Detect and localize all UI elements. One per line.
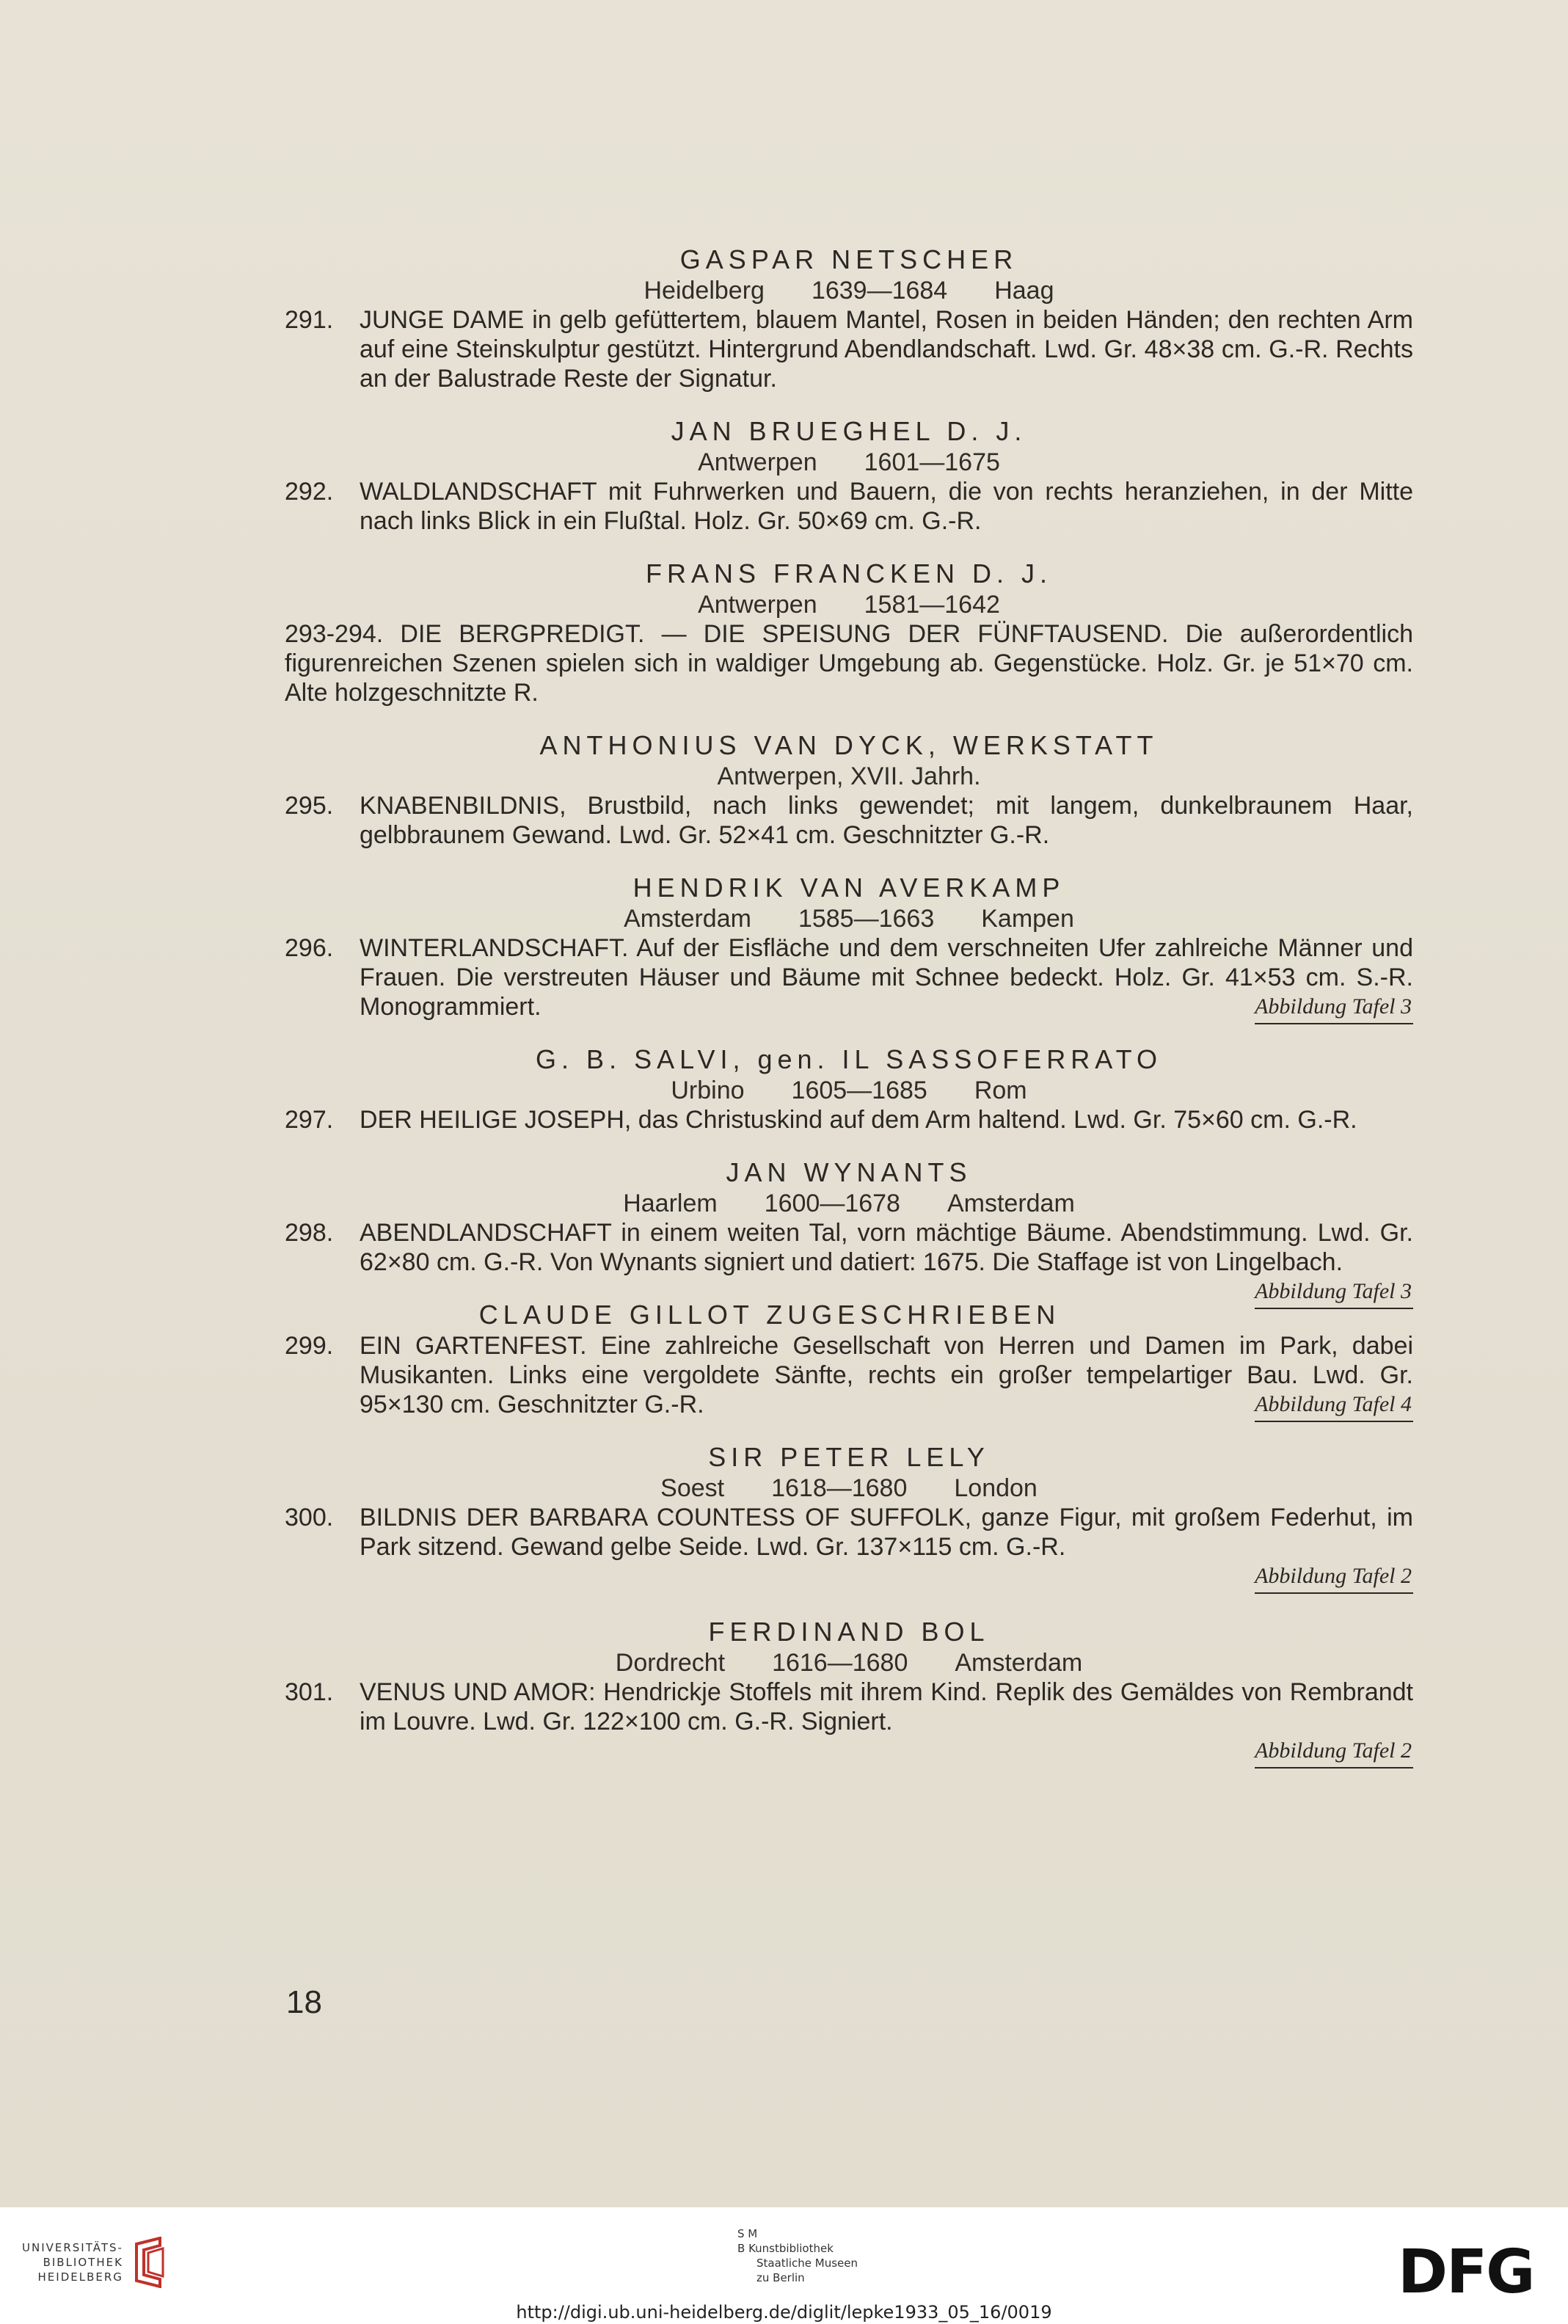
artist-origin — [285, 1474, 1413, 1503]
item-text: DER HEILIGE JOSEPH, das Christuskind auf dem Arm haltend. Lwd. Gr. 75×60 cm. G.-R. — [360, 1106, 1357, 1134]
catalogue-entry — [285, 1616, 1413, 1769]
origin-place: London — [954, 1474, 1038, 1502]
item-text: EIN GARTENFEST. Eine zahlreiche Gesellschaft von Herren und Damen im Park, dabei Musikanten. Links eine vergoldete Sänfte, rechts ein großer tempelartiger Bau. Lwd. Gr. 95×130 cm. Geschnitzter G.-R. — [360, 1332, 1413, 1418]
artist-name: ANTHONIUS VAN DYCK, WERKSTATT — [539, 730, 1159, 760]
item-number: 296. — [285, 934, 334, 962]
item-text: KNABENBILDNIS, Brustbild, nach links gewendet; mit langem, dunkelbraunem Haar, gelbbraunem Gewand. Lwd. Gr. 52×41 cm. Geschnitzter G.-R. — [360, 792, 1413, 849]
item-description — [285, 1331, 1413, 1419]
origin-place: Urbino — [671, 1077, 745, 1104]
artist-name: HENDRIK VAN AVERKAMP — [632, 873, 1065, 903]
artist-origin — [285, 448, 1413, 477]
artist-origin — [285, 1648, 1413, 1678]
artist-name: JAN BRUEGHEL D. J. — [671, 416, 1027, 446]
origin-years: 1639—1684 — [811, 277, 948, 305]
page-number: 18 — [286, 1984, 322, 2020]
artist-name: SIR PETER LELY — [708, 1442, 990, 1472]
item-text: DIE BERGPREDIGT. — DIE SPEISUNG DER FÜNFTAUSEND. Die außerordentlich figurenreichen Szenen spielen sich in waldiger Umgebung ab. Gegenstücke. Holz. Gr. je 51×70 cm. Alte holzgeschnitzte R. — [285, 620, 1413, 707]
origin-years: 1585—1663 — [798, 905, 935, 933]
origin-place: Haag — [994, 277, 1054, 305]
origin-place: Soest — [660, 1474, 725, 1502]
item-number: 292. — [285, 478, 334, 506]
origin-place: Haarlem — [623, 1190, 718, 1217]
plate-reference: Abbildung Tafel 3 — [1255, 994, 1413, 1024]
artist-origin — [285, 1076, 1413, 1105]
origin-place: Antwerpen — [698, 448, 817, 476]
origin-place: Rom — [974, 1077, 1027, 1104]
catalogue-entry — [285, 729, 1413, 850]
origin-years: 1581—1642 — [864, 591, 1000, 619]
kunstbibliothek-credit — [737, 2226, 858, 2285]
item-text: BILDNIS DER BARBARA COUNTESS OF SUFFOLK, ganze Figur, mit großem Federhut, im Park sitzend. Gewand gelbe Seide. Lwd. Gr. 137×115 cm. G.-R. — [360, 1504, 1413, 1561]
artist-name: FRANS FRANCKEN D. J. — [645, 558, 1053, 589]
item-number: 301. — [285, 1678, 334, 1706]
origin-place: Amsterdam — [624, 905, 751, 933]
catalogue-entry — [285, 872, 1413, 1021]
origin-place: Antwerpen, XVII. Jahrh. — [717, 762, 981, 790]
artist-name: G. B. SALVI, gen. IL SASSOFERRATO — [536, 1044, 1162, 1074]
artist-origin — [285, 276, 1413, 305]
artist-origin — [285, 762, 1413, 791]
item-number: 298. — [285, 1219, 334, 1247]
catalogue-entry — [285, 558, 1413, 707]
origin-place: Heidelberg — [643, 277, 765, 305]
item-number: 293-294. — [285, 620, 384, 648]
item-description — [285, 1678, 1413, 1736]
digitization-footer — [0, 2207, 1568, 2324]
origin-place: Kampen — [981, 905, 1074, 933]
item-description — [285, 305, 1413, 393]
catalogue-entry — [285, 1441, 1413, 1594]
origin-place: Amsterdam — [955, 1649, 1083, 1677]
artist-name: JAN WYNANTS — [726, 1157, 972, 1187]
item-text: JUNGE DAME in gelb gefüttertem, blauem Mantel, Rosen in beiden Händen; den rechten Arm auf eine Steinskulptur gestützt. Hintergrund Abendlandschaft. Lwd. Gr. 48×38 cm. G.-R. Rechts an der Balustrade Reste der Signatur. — [360, 306, 1413, 393]
catalogue-entry — [285, 1043, 1413, 1134]
artist-name: GASPAR NETSCHER — [679, 244, 1018, 274]
institution-line: Kunstbibliothek — [748, 2242, 834, 2255]
item-text: WINTERLANDSCHAFT. Auf der Eisfläche und dem verschneiten Ufer zahlreiche Männer und Frauen. Die verstreuten Häuser und Bäume mit Schnee bedeckt. Holz. Gr. 41×53 cm. S.-R. Monogrammiert. — [360, 934, 1413, 1021]
artist-origin — [285, 904, 1413, 933]
catalogue-entry — [285, 244, 1413, 393]
university-line: BIBLIOTHEK — [43, 2256, 123, 2269]
origin-place: Amsterdam — [947, 1190, 1075, 1217]
item-description — [285, 619, 1413, 707]
artist-name: FERDINAND BOL — [708, 1617, 990, 1647]
university-library-logo[interactable] — [22, 2237, 172, 2288]
item-description — [285, 1105, 1413, 1134]
item-text: WALDLANDSCHAFT mit Fuhrwerken und Bauern, die von rechts heranziehen, in der Mitte nach links Blick in ein Flußtal. Holz. Gr. 50×69 cm. G.-R. — [360, 478, 1413, 535]
plate-reference: Abbildung Tafel 2 — [1255, 1738, 1413, 1769]
sm-b-label: B — [737, 2242, 745, 2255]
item-description — [285, 477, 1413, 536]
institution-name — [737, 2241, 858, 2256]
plate-reference-row — [285, 1563, 1413, 1594]
item-number: 297. — [285, 1106, 334, 1134]
origin-place: Antwerpen — [698, 591, 817, 619]
item-number: 300. — [285, 1504, 334, 1531]
sm-label: S M — [737, 2227, 758, 2240]
item-description — [285, 933, 1413, 1021]
item-description — [285, 1503, 1413, 1562]
plate-reference: Abbildung Tafel 2 — [1255, 1563, 1413, 1594]
origin-place: Dordrecht — [615, 1649, 726, 1677]
catalogue-entry — [285, 415, 1413, 536]
artist-origin — [285, 1189, 1413, 1218]
permalink-url[interactable]: http://digi.ub.uni-heidelberg.de/diglit/lepke1933_05_16/0019 — [516, 2302, 1052, 2323]
institution-line: zu Berlin — [756, 2271, 805, 2284]
artist-origin — [285, 590, 1413, 619]
item-number: 295. — [285, 792, 334, 820]
plate-reference: Abbildung Tafel 3 — [1255, 1278, 1413, 1309]
origin-years: 1605—1685 — [791, 1077, 927, 1104]
artist-name: CLAUDE GILLOT ZUGESCHRIEBEN — [478, 1300, 1061, 1330]
catalogue-entry — [285, 1299, 1413, 1419]
university-library-name — [22, 2240, 123, 2284]
origin-years: 1600—1678 — [764, 1190, 900, 1217]
origin-years: 1616—1680 — [772, 1649, 908, 1677]
origin-years: 1618—1680 — [771, 1474, 908, 1502]
catalogue-entries — [285, 244, 1413, 1791]
item-number: 299. — [285, 1332, 334, 1360]
plate-reference: Abbildung Tafel 4 — [1255, 1391, 1413, 1422]
item-text: VENUS UND AMOR: Hendrickje Stoffels mit ihrem Kind. Replik des Gemäldes von Rembrandt im Louvre. Lwd. Gr. 122×100 cm. G.-R. Signiert. — [360, 1678, 1413, 1735]
origin-years: 1601—1675 — [864, 448, 1000, 476]
university-mark-icon — [131, 2237, 172, 2288]
university-line: HEIDELBERG — [37, 2270, 123, 2284]
item-text: ABENDLANDSCHAFT in einem weiten Tal, vorn mächtige Bäume. Abendstimmung. Lwd. Gr. 62×80 cm. G.-R. Von Wynants signiert und datiert: 1675. Die Staffage ist von Lingelbach. — [360, 1219, 1413, 1276]
item-number: 291. — [285, 306, 334, 334]
university-line: UNIVERSITÄTS- — [22, 2241, 123, 2254]
dfg-logo[interactable]: DFG — [1398, 2237, 1534, 2307]
item-description — [285, 791, 1413, 850]
item-description — [285, 1218, 1413, 1303]
catalogue-entry — [285, 1156, 1413, 1303]
plate-reference-row — [285, 1738, 1413, 1769]
institution-line: Staatliche Museen — [756, 2256, 858, 2270]
